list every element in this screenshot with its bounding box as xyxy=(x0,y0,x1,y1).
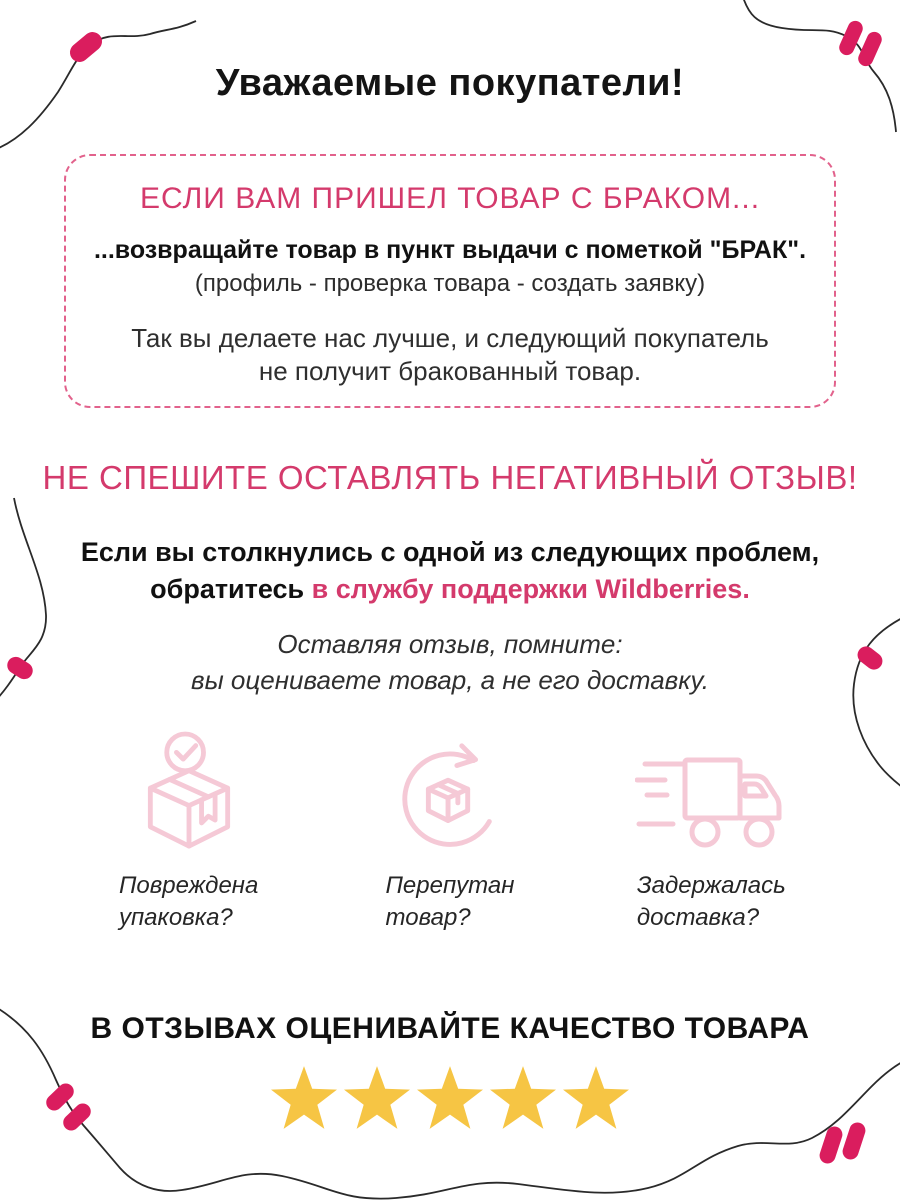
problems-paragraph xyxy=(0,534,900,608)
negative-review-heading: НЕ СПЕШИТЕ ОСТАВЛЯТЬ НЕГАТИВНЫЙ ОТЗЫВ! xyxy=(42,459,858,496)
star-icon xyxy=(490,1066,556,1129)
support-accent-text: в службу поддержки Wildberries. xyxy=(311,574,750,604)
review-reminder xyxy=(0,626,900,698)
problem-label-line1: Задержалась xyxy=(636,872,786,899)
problem-label-line2: доставка? xyxy=(636,904,760,931)
problem-label-line1: Перепутан xyxy=(385,872,515,899)
bead-bottom-right-1 xyxy=(818,1124,845,1165)
reminder-line2: вы оцениваете товар, а не его доставку. xyxy=(191,665,709,695)
problem-label xyxy=(386,870,515,934)
problems-line1: Если вы столкнулись с одной из следующих проблем, xyxy=(80,537,820,567)
problems-line2 xyxy=(0,571,900,608)
problem-icons-row xyxy=(58,728,842,934)
problem-wrong-product xyxy=(319,728,580,934)
damaged-package-icon xyxy=(131,728,247,854)
defect-instruction-path: (профиль - проверка товара - создать заявку) xyxy=(194,270,706,297)
defect-note-line2: не получит бракованный товар. xyxy=(258,356,642,386)
problem-label-line2: упаковка? xyxy=(118,904,233,931)
delayed-delivery-icon xyxy=(635,728,787,854)
bead-top-left xyxy=(66,28,106,66)
reminder-line1: Оставляя отзыв, помните: xyxy=(277,629,623,659)
star-icon xyxy=(271,1066,337,1129)
wrong-product-icon xyxy=(391,728,509,854)
defect-info-box xyxy=(64,154,836,408)
problem-label xyxy=(119,870,258,934)
defect-note-line1: Так вы делаете нас лучше, и следующий покупатель xyxy=(131,323,769,353)
bead-top-right-1 xyxy=(837,19,865,58)
defect-box-heading: ЕСЛИ ВАМ ПРИШЕЛ ТОВАР С БРАКОМ... xyxy=(139,182,761,215)
problem-label-line1: Повреждена xyxy=(118,872,259,899)
problem-label xyxy=(637,870,786,934)
star-icon xyxy=(417,1066,483,1129)
problems-line2-prefix: обратитесь xyxy=(150,574,312,604)
star-rating xyxy=(0,1066,900,1129)
problem-damaged-package xyxy=(58,728,319,934)
star-icon xyxy=(563,1066,629,1129)
page-title: Уважаемые покупатели! xyxy=(215,62,685,104)
star-icon xyxy=(344,1066,410,1129)
defect-note xyxy=(66,322,834,388)
problem-delayed-delivery xyxy=(581,728,842,934)
footer-heading: В ОТЗЫВАХ ОЦЕНИВАЙТЕ КАЧЕСТВО ТОВАРА xyxy=(90,1012,810,1045)
problem-label-line2: товар? xyxy=(385,904,471,931)
defect-instruction: ...возвращайте товар в пункт выдачи с пометкой "БРАК". xyxy=(93,236,807,264)
